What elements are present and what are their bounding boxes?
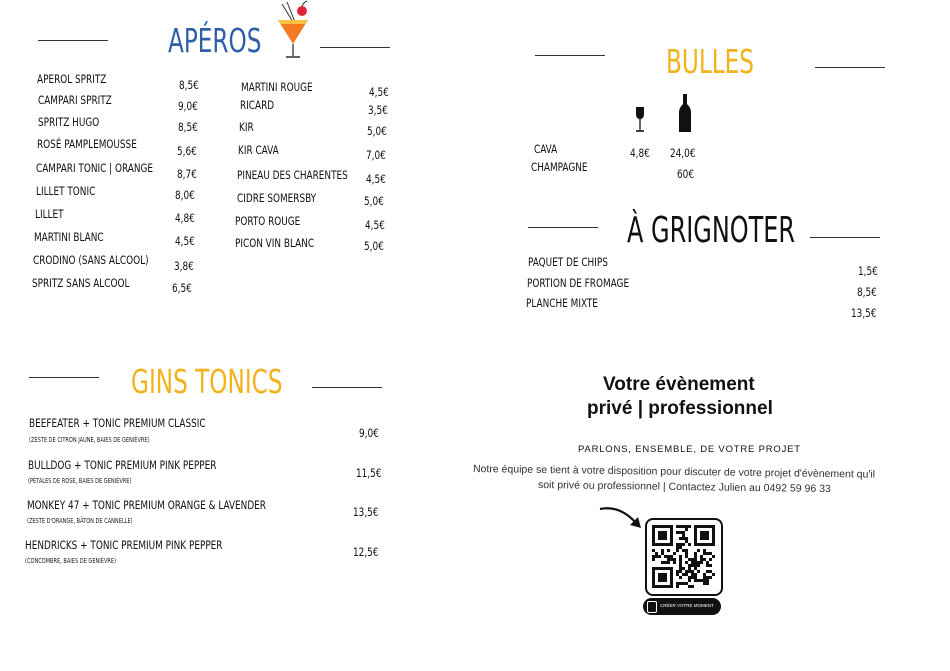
qr-caption: CRÉER VOTRE MOMENT: [660, 603, 714, 608]
gin-item-price: 13,5€: [353, 505, 379, 519]
event-subtitle: PARLONS, ENSEMBLE, DE VOTRE PROJET: [578, 444, 801, 455]
gin-item-price: 12,5€: [353, 545, 379, 559]
aperos-right-item-price: 4,5€: [366, 172, 386, 186]
gin-item-note: (CONCOMBRE, BAIES DE GENIÈVRE): [25, 557, 117, 565]
grignoter-item: PLANCHE MIXTE: [526, 296, 598, 310]
bulles-rule-left: [535, 55, 605, 56]
wine-glass-icon: [634, 106, 646, 134]
aperos-left-item-price: 6,5€: [172, 281, 192, 295]
grignoter-price: 1,5€: [858, 264, 878, 278]
grignoter-rule-left: [528, 227, 598, 228]
aperos-right-item-price: 7,0€: [366, 148, 386, 162]
gin-item-name: BULLDOG + TONIC PREMIUM PINK PEPPER: [28, 458, 217, 472]
aperos-left-item-price: 4,8€: [175, 211, 195, 225]
aperos-left-item-name: SPRITZ HUGO: [38, 115, 100, 129]
aperos-right-item-price: 5,0€: [364, 239, 384, 253]
aperos-left-item-name: CAMPARI TONIC | ORANGE: [36, 161, 154, 175]
aperos-right-item-name: MARTINI ROUGE: [241, 80, 313, 94]
gin-item-price: 9,0€: [359, 426, 379, 440]
aperos-left-item-name: LILLET: [35, 207, 64, 221]
gin-item-name: HENDRICKS + TONIC PREMIUM PINK PEPPER: [25, 538, 223, 552]
cocktail-glass-icon: [268, 0, 318, 62]
bulles-cava-glass-price: 4,8€: [630, 146, 650, 160]
aperos-left-item-price: 5,6€: [177, 144, 197, 158]
grignoter-item: PAQUET DE CHIPS: [528, 255, 608, 269]
event-description-line2: soit privé ou professionnel | Contactez Julien au 0492 59 96 33: [537, 479, 831, 496]
event-description-line1: Notre équipe se tient à votre disposition pour discuter de votre projet d'évènement qu'il: [472, 463, 876, 481]
aperos-right-item-name: RICARD: [240, 98, 275, 112]
bulles-item-champagne: CHAMPAGNE: [531, 160, 588, 174]
qr-caption-pill[interactable]: [643, 598, 721, 615]
aperos-rule-left: [38, 40, 108, 41]
gin-item-name: BEEFEATER + TONIC PREMIUM CLASSIC: [29, 416, 206, 430]
aperos-left-item-name: SPRITZ SANS ALCOOL: [32, 276, 130, 290]
gin-item-price: 11,5€: [356, 466, 382, 480]
gin-item-name: MONKEY 47 + TONIC PREMIUM ORANGE & LAVENDER: [27, 498, 266, 512]
bulles-champagne-bottle-price: 60€: [677, 167, 694, 181]
gin-item-note: (ZESTE DE CITRON JAUNE, BAIES DE GENIÈVRE): [29, 436, 150, 444]
grignoter-price: 13,5€: [851, 306, 877, 320]
aperos-right-item-price: 5,0€: [367, 124, 387, 138]
aperos-right-item-name: PORTO ROUGE: [235, 214, 301, 228]
aperos-title: APÉROS: [168, 21, 262, 60]
curved-arrow-icon: [598, 503, 644, 531]
gins-rule-right: [312, 387, 382, 388]
aperos-left-item-price: 8,7€: [177, 167, 197, 181]
grignoter-item: PORTION DE FROMAGE: [527, 276, 630, 290]
aperos-rule-right: [320, 47, 390, 48]
event-title-line2: privé | professionnel: [587, 398, 773, 419]
aperos-right-item-name: CIDRE SOMERSBY: [237, 191, 317, 205]
aperos-left-item-name: CAMPARI SPRITZ: [38, 93, 112, 107]
bulles-item-cava: CAVA: [534, 142, 558, 156]
gins-title: GINS TONICS: [131, 362, 283, 401]
aperos-right-item-name: KIR: [239, 120, 254, 134]
aperos-left-item-name: APEROL SPRITZ: [37, 72, 107, 86]
qr-pill-icon: [647, 601, 657, 613]
aperos-left-item-name: LILLET TONIC: [36, 184, 96, 198]
grignoter-title: À GRIGNOTER: [627, 210, 796, 251]
aperos-right-item-price: 5,0€: [364, 194, 384, 208]
aperos-left-item-price: 9,0€: [178, 99, 198, 113]
aperos-left-item-price: 4,5€: [175, 234, 195, 248]
grignoter-price: 8,5€: [857, 285, 877, 299]
wine-bottle-icon: [677, 94, 693, 134]
bulles-title: BULLES: [666, 42, 754, 81]
qr-code-icon[interactable]: [645, 518, 723, 596]
gin-item-note: (ZESTE D'ORANGE, BÂTON DE CANNELLE): [27, 517, 133, 525]
aperos-right-item-price: 4,5€: [369, 85, 389, 99]
aperos-right-item-name: KIR CAVA: [238, 143, 279, 157]
aperos-right-item-name: PICON VIN BLANC: [235, 236, 315, 250]
aperos-left-item-price: 8,0€: [175, 188, 195, 202]
aperos-left-item-name: ROSÉ PAMPLEMOUSSE: [37, 137, 137, 151]
grignoter-rule-right: [810, 237, 880, 238]
aperos-left-item-price: 8,5€: [179, 78, 199, 92]
gins-rule-left: [29, 377, 99, 378]
event-title-line1: Votre évènement: [603, 374, 755, 395]
bulles-cava-bottle-price: 24,0€: [670, 146, 696, 160]
aperos-right-item-price: 3,5€: [368, 103, 388, 117]
gin-item-note: (PÉTALES DE ROSE, BAIES DE GENIÈVRE): [28, 477, 132, 485]
aperos-left-item-name: MARTINI BLANC: [34, 230, 104, 244]
aperos-right-item-price: 4,5€: [365, 218, 385, 232]
aperos-left-item-price: 3,8€: [174, 259, 194, 273]
bulles-rule-right: [815, 67, 885, 68]
aperos-left-item-price: 8,5€: [178, 120, 198, 134]
aperos-right-item-name: PINEAU DES CHARENTES: [237, 168, 348, 182]
aperos-left-item-name: CRODINO (SANS ALCOOL): [33, 253, 149, 267]
